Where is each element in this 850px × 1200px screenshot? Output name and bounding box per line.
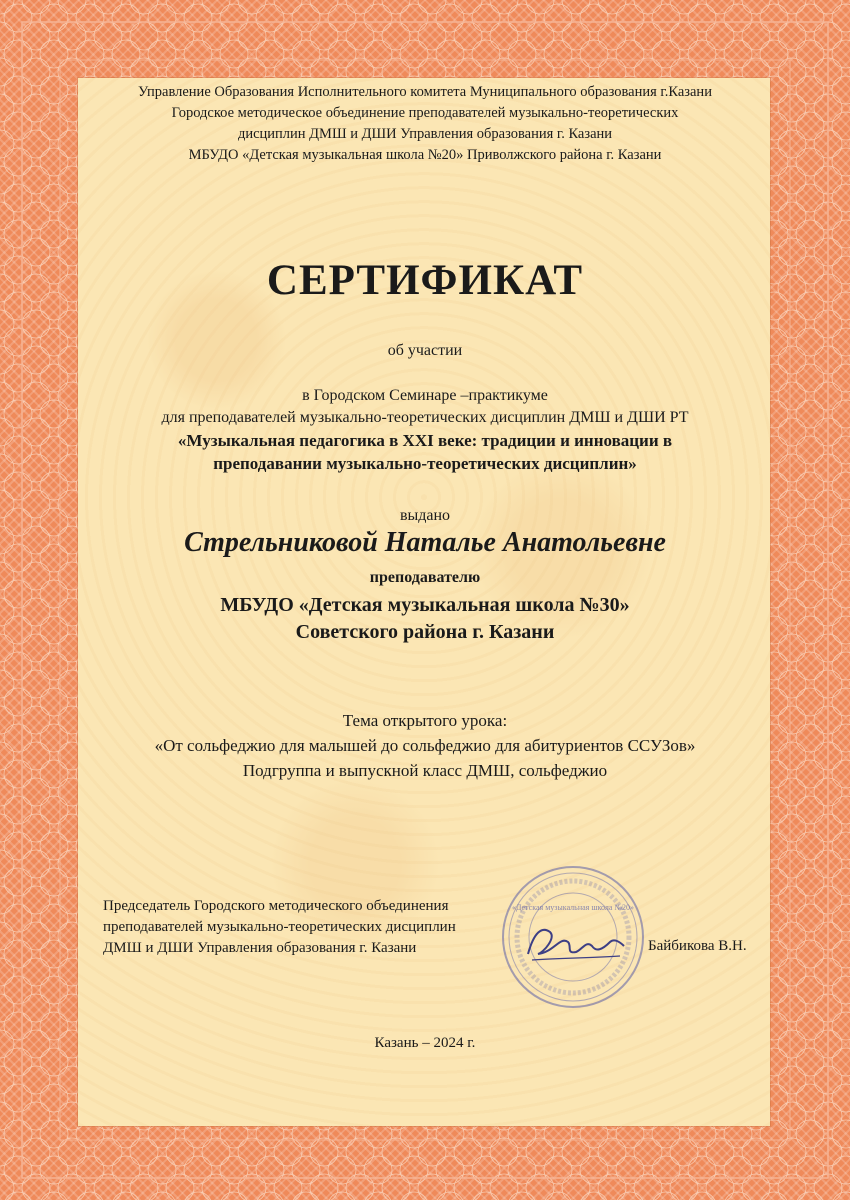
open-lesson (0, 708, 850, 783)
recipient-school (0, 592, 850, 646)
lesson-label: Тема открытого урока: (342, 711, 508, 730)
header-line-1: Управление Образования Исполнительного комитета Муниципального образования г.Казани (138, 84, 712, 100)
event-theme-line-1: «Музыкальная педагогика в XXI веке: традиции и инновации в (177, 431, 673, 450)
school-line-2: Советского района г. Казани (295, 621, 555, 643)
chair-line-3: ДМШ и ДШИ Управления образования г. Казани (103, 940, 417, 956)
seal-text: «Детская музыкальная школа №20» (511, 903, 635, 912)
header-line-4: МБУДО «Детская музыкальная школа №20» Приволжского района г. Казани (188, 147, 662, 163)
issued-label: выдано (399, 507, 451, 524)
participation-label: об участии (387, 342, 463, 359)
certificate-title: СЕРТИФИКАТ (266, 257, 584, 304)
recipient-name: Стрельниковой Наталье Анатольевне (184, 527, 666, 558)
recipient-role: преподавателю (369, 569, 481, 586)
event-theme-line-2: преподавании музыкально-теоретических дисциплин» (213, 454, 637, 473)
header-line-2: Городское методическое объединение преподавателей музыкально-теоретических (171, 105, 679, 121)
header-line-3: дисциплин ДМШ и ДШИ Управления образования г. Казани (237, 126, 613, 142)
chair-line-2: преподавателей музыкально-теоретических дисциплин (103, 919, 456, 935)
city-year: Казань – 2024 г. (374, 1035, 476, 1051)
chair-line-1: Председатель Городского методического объединения (103, 898, 449, 914)
lesson-details: Подгруппа и выпускной класс ДМШ, сольфеджио (242, 761, 608, 780)
issuer-header (0, 82, 850, 166)
event-description (0, 385, 850, 475)
event-line-1: в Городском Семинаре –практикуме (302, 387, 548, 404)
event-line-2: для преподавателей музыкально-теоретических дисциплин ДМШ и ДШИ РТ (161, 409, 689, 426)
school-line-1: МБУДО «Детская музыкальная школа №30» (220, 594, 630, 616)
chair-title (103, 896, 543, 959)
chair-name: Байбикова В.Н. (648, 938, 747, 954)
lesson-topic: «От сольфеджио для малышей до сольфеджио для абитуриентов ССУЗов» (154, 736, 696, 755)
